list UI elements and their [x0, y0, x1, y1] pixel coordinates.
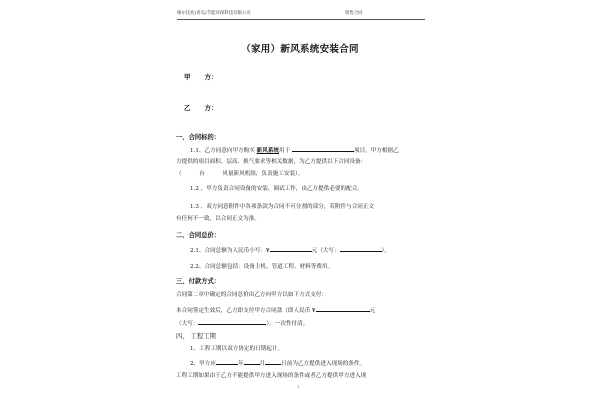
- payment-text-b: 元: [369, 308, 376, 314]
- page-number: 1: [297, 385, 300, 389]
- section-1-clause-1-line-3: [176, 169, 303, 177]
- section-1-clause-3: 1.3 、双方同意附件中各项条款为合同不可分割的部分，若附件与合同正文: [190, 204, 375, 210]
- clause-2-1-text-b: 元（大写：: [311, 248, 340, 254]
- section-1-clause-1: [190, 145, 399, 154]
- clause-4-2-year: 年: [237, 361, 244, 367]
- amount-blank: [270, 245, 312, 252]
- section-1-clause-3-line-2: 有任何不一致，以合同正文为准。: [176, 216, 260, 222]
- clause-4-2-text-d: 日前为乙方提供进入现场的条件。: [281, 361, 366, 367]
- party-b-label: 乙: [184, 104, 191, 112]
- clause-1-1-paren: （: [176, 171, 182, 177]
- section-3-para-2: [176, 305, 375, 314]
- section-1-heading: 一、合同标的：: [176, 134, 221, 141]
- month-blank: [244, 358, 260, 365]
- day-blank: [265, 358, 281, 365]
- clause-1-1-text-c: 用于: [279, 148, 291, 154]
- contract-title: （家用）新风系统安装合同: [241, 44, 359, 55]
- clause-1-1-unit: 台: [199, 171, 205, 177]
- page-header: [177, 10, 425, 20]
- clause-2-1-text-a: 2.1、合同总额为人民币小写：¥: [190, 248, 270, 254]
- payment-amount-blank: [316, 305, 370, 312]
- section-1-clause-2: 1.2 、甲方负责合同设备的安装、调试工作，由乙方提供必要的配合。: [190, 186, 363, 192]
- section-1-clause-1-line-2: 方提供的项目面积、层高、换气要求等相关数据，为乙方提供以下合同设备：: [176, 159, 367, 165]
- header-doc-type: 销售合同: [345, 11, 363, 16]
- payment-text-c: ），一次性付清。: [266, 321, 309, 327]
- party-b: [184, 103, 218, 112]
- section-4-clause-2: [190, 358, 365, 367]
- product-name: 新风系统: [256, 148, 280, 154]
- clause-1-1-text-a: 1.1、乙方同意向甲方购买: [190, 148, 255, 154]
- section-3-para-1: 合同第二章中确定的合同总价由乙方向甲方以如下方式支付：: [176, 292, 328, 298]
- section-4-clause-1: 1、工程工期以双方协定的日期起计。: [190, 346, 284, 352]
- party-a-colon: 方：: [204, 73, 218, 81]
- payment-text-a: 本合同签定生效后，乙方即支付甲方合同款（即人民币 ¥: [176, 308, 316, 314]
- amount-words-blank: [340, 245, 382, 252]
- section-3-heading: 三、付款方式：: [176, 278, 221, 285]
- clause-1-1-airflow: 风量新风机组，负责施工安装）。: [222, 171, 304, 177]
- section-2-heading: 二、合同总价：: [176, 232, 221, 239]
- section-4-clause-2-line-2: 工程工期如果由于乙方不能提供甲方进入现场的条件或者乙方提供甲方进入现: [176, 373, 367, 379]
- section-2-clause-1: [190, 245, 390, 254]
- payment-words-blank: [198, 318, 266, 325]
- section-3-para-3: [176, 318, 308, 327]
- payment-words-label: （大写：: [176, 321, 199, 327]
- party-a: [184, 72, 218, 81]
- year-blank: [216, 358, 238, 365]
- clause-4-2-month: 月: [259, 361, 266, 367]
- party-a-label: 甲: [184, 73, 191, 81]
- section-4-heading: 四、 工程工期: [176, 333, 216, 340]
- clause-1-1-text-d: 项目。甲方根据乙: [354, 148, 399, 154]
- clause-2-1-text-c: ）。: [381, 248, 390, 254]
- party-b-colon: 方：: [204, 104, 218, 112]
- section-2-clause-2: 2.2、合同总额包括：设备主机、管道工程、材料等费用。: [190, 264, 334, 270]
- header-company: 格尔沃抚(青岛)节能环保科技有限公司: [177, 11, 251, 16]
- project-blank: [292, 145, 354, 152]
- clause-4-2-text-a: 2、甲方应: [190, 361, 216, 367]
